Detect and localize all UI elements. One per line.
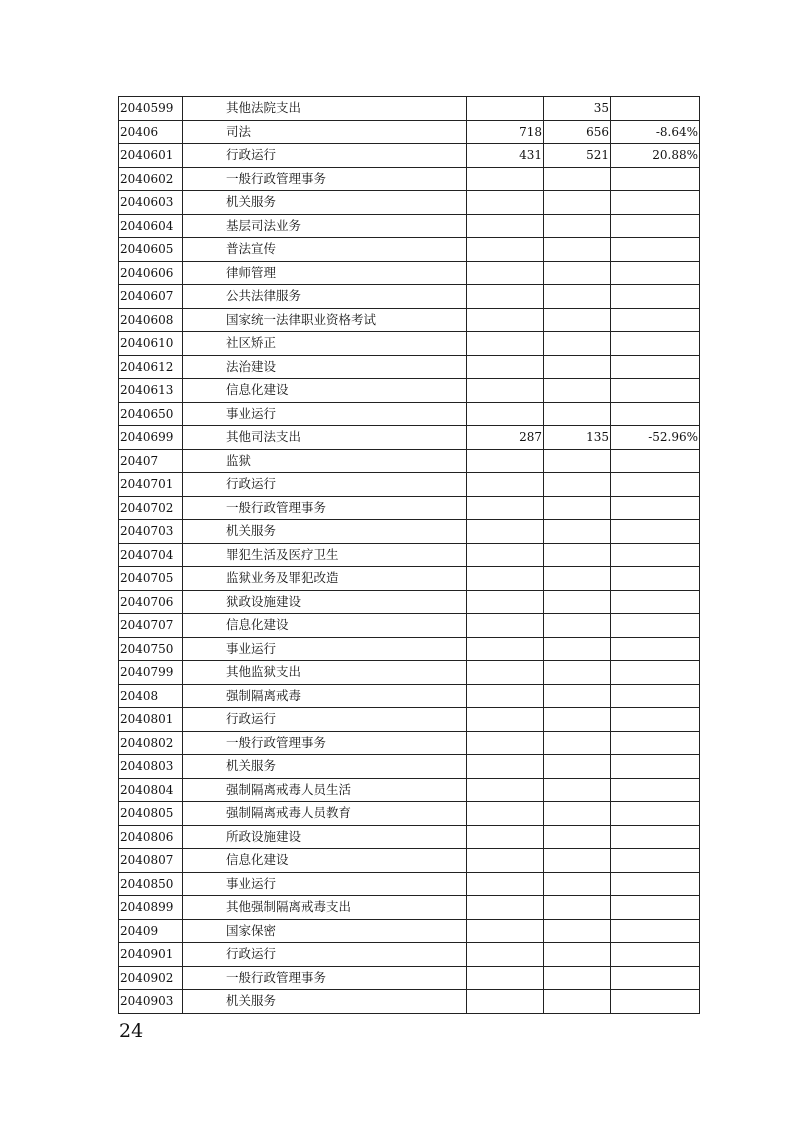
value-cell-2: [544, 990, 611, 1014]
code-cell: 2040903: [119, 990, 183, 1014]
name-cell: 行政运行: [183, 943, 467, 967]
value-cell-2: [544, 473, 611, 497]
name-cell: 司法: [183, 120, 467, 144]
table-row: [119, 191, 700, 215]
name-cell: 所政设施建设: [183, 825, 467, 849]
value-cell-1: 287: [467, 426, 544, 450]
code-cell: 2040799: [119, 661, 183, 685]
table-row: [119, 426, 700, 450]
value-cell-1: [467, 919, 544, 943]
code-cell: 2040805: [119, 802, 183, 826]
name-cell: 事业运行: [183, 872, 467, 896]
change-cell: [611, 261, 700, 285]
value-cell-2: [544, 355, 611, 379]
code-cell: 2040807: [119, 849, 183, 873]
name-cell: 信息化建设: [183, 849, 467, 873]
change-cell: [611, 238, 700, 262]
change-cell: [611, 590, 700, 614]
value-cell-1: [467, 778, 544, 802]
value-cell-1: [467, 355, 544, 379]
value-cell-2: [544, 661, 611, 685]
value-cell-2: [544, 943, 611, 967]
table-row: [119, 661, 700, 685]
value-cell-1: [467, 849, 544, 873]
value-cell-1: [467, 684, 544, 708]
change-cell: [611, 919, 700, 943]
name-cell: 信息化建设: [183, 379, 467, 403]
value-cell-2: [544, 167, 611, 191]
name-cell: 行政运行: [183, 708, 467, 732]
table-row: [119, 285, 700, 309]
code-cell: 2040707: [119, 614, 183, 638]
change-cell: [611, 214, 700, 238]
table-row: [119, 520, 700, 544]
code-cell: 2040702: [119, 496, 183, 520]
name-cell: 机关服务: [183, 990, 467, 1014]
value-cell-2: [544, 379, 611, 403]
name-cell: 其他强制隔离戒毒支出: [183, 896, 467, 920]
code-cell: 2040603: [119, 191, 183, 215]
code-cell: 2040901: [119, 943, 183, 967]
code-cell: 2040705: [119, 567, 183, 591]
value-cell-1: [467, 496, 544, 520]
code-cell: 2040803: [119, 755, 183, 779]
code-cell: 20408: [119, 684, 183, 708]
change-cell: [611, 332, 700, 356]
value-cell-1: [467, 473, 544, 497]
change-cell: [611, 872, 700, 896]
table-row: [119, 261, 700, 285]
change-cell: [611, 896, 700, 920]
change-cell: [611, 520, 700, 544]
name-cell: 基层司法业务: [183, 214, 467, 238]
table-row: [119, 144, 700, 168]
name-cell: 监狱: [183, 449, 467, 473]
code-cell: 2040701: [119, 473, 183, 497]
code-cell: 2040601: [119, 144, 183, 168]
change-cell: [611, 943, 700, 967]
code-cell: 2040613: [119, 379, 183, 403]
change-cell: -52.96%: [611, 426, 700, 450]
name-cell: 国家统一法律职业资格考试: [183, 308, 467, 332]
name-cell: 行政运行: [183, 473, 467, 497]
name-cell: 狱政设施建设: [183, 590, 467, 614]
code-cell: 2040612: [119, 355, 183, 379]
name-cell: 强制隔离戒毒: [183, 684, 467, 708]
value-cell-2: [544, 214, 611, 238]
value-cell-1: [467, 261, 544, 285]
table-row: [119, 402, 700, 426]
change-cell: [611, 402, 700, 426]
change-cell: [611, 543, 700, 567]
code-cell: 2040802: [119, 731, 183, 755]
change-cell: [611, 285, 700, 309]
change-cell: [611, 191, 700, 215]
code-cell: 2040610: [119, 332, 183, 356]
code-cell: 2040602: [119, 167, 183, 191]
value-cell-2: [544, 285, 611, 309]
name-cell: 监狱业务及罪犯改造: [183, 567, 467, 591]
value-cell-1: [467, 990, 544, 1014]
code-cell: 2040599: [119, 97, 183, 121]
value-cell-2: 656: [544, 120, 611, 144]
value-cell-1: [467, 97, 544, 121]
table-row: [119, 614, 700, 638]
code-cell: 2040699: [119, 426, 183, 450]
table-row: [119, 896, 700, 920]
change-cell: [611, 379, 700, 403]
change-cell: [611, 966, 700, 990]
code-cell: 2040605: [119, 238, 183, 262]
change-cell: [611, 778, 700, 802]
name-cell: 强制隔离戒毒人员生活: [183, 778, 467, 802]
name-cell: 公共法律服务: [183, 285, 467, 309]
table-row: [119, 238, 700, 262]
name-cell: 一般行政管理事务: [183, 496, 467, 520]
code-cell: 2040899: [119, 896, 183, 920]
value-cell-1: 718: [467, 120, 544, 144]
value-cell-2: [544, 637, 611, 661]
value-cell-2: [544, 449, 611, 473]
value-cell-2: [544, 590, 611, 614]
name-cell: 机关服务: [183, 520, 467, 544]
table-row: [119, 637, 700, 661]
table-row: [119, 308, 700, 332]
code-cell: 2040801: [119, 708, 183, 732]
change-cell: [611, 849, 700, 873]
name-cell: 其他法院支出: [183, 97, 467, 121]
change-cell: [611, 708, 700, 732]
name-cell: 罪犯生活及医疗卫生: [183, 543, 467, 567]
value-cell-1: [467, 755, 544, 779]
name-cell: 律师管理: [183, 261, 467, 285]
value-cell-2: [544, 966, 611, 990]
table-row: [119, 567, 700, 591]
value-cell-2: [544, 543, 611, 567]
code-cell: 2040608: [119, 308, 183, 332]
value-cell-1: [467, 214, 544, 238]
code-cell: 2040604: [119, 214, 183, 238]
table-row: [119, 802, 700, 826]
code-cell: 2040804: [119, 778, 183, 802]
value-cell-2: [544, 191, 611, 215]
value-cell-2: [544, 261, 611, 285]
code-cell: 2040703: [119, 520, 183, 544]
value-cell-1: [467, 238, 544, 262]
table-row: [119, 449, 700, 473]
table-row: [119, 755, 700, 779]
code-cell: 2040706: [119, 590, 183, 614]
change-cell: [611, 167, 700, 191]
value-cell-2: [544, 684, 611, 708]
code-cell: 2040902: [119, 966, 183, 990]
table-row: [119, 120, 700, 144]
change-cell: -8.64%: [611, 120, 700, 144]
table-row: [119, 825, 700, 849]
value-cell-1: 431: [467, 144, 544, 168]
code-cell: 2040850: [119, 872, 183, 896]
value-cell-2: [544, 567, 611, 591]
value-cell-2: [544, 308, 611, 332]
budget-table: [118, 96, 700, 1014]
table-row: [119, 849, 700, 873]
value-cell-2: 521: [544, 144, 611, 168]
table-row: [119, 708, 700, 732]
change-cell: [611, 567, 700, 591]
table-row: [119, 97, 700, 121]
value-cell-2: [544, 614, 611, 638]
value-cell-1: [467, 943, 544, 967]
value-cell-2: [544, 755, 611, 779]
value-cell-1: [467, 966, 544, 990]
table-row: [119, 473, 700, 497]
table-row: [119, 332, 700, 356]
table-row: [119, 214, 700, 238]
name-cell: 信息化建设: [183, 614, 467, 638]
value-cell-2: [544, 520, 611, 544]
name-cell: 一般行政管理事务: [183, 731, 467, 755]
name-cell: 法治建设: [183, 355, 467, 379]
change-cell: [611, 614, 700, 638]
code-cell: 2040806: [119, 825, 183, 849]
change-cell: 20.88%: [611, 144, 700, 168]
value-cell-2: [544, 778, 611, 802]
value-cell-2: [544, 896, 611, 920]
code-cell: 20406: [119, 120, 183, 144]
value-cell-2: [544, 825, 611, 849]
table-row: [119, 167, 700, 191]
value-cell-2: [544, 708, 611, 732]
code-cell: 20409: [119, 919, 183, 943]
value-cell-1: [467, 308, 544, 332]
value-cell-1: [467, 402, 544, 426]
table-row: [119, 919, 700, 943]
value-cell-1: [467, 731, 544, 755]
name-cell: 事业运行: [183, 637, 467, 661]
name-cell: 事业运行: [183, 402, 467, 426]
table-row: [119, 943, 700, 967]
value-cell-2: [544, 872, 611, 896]
table-row: [119, 590, 700, 614]
name-cell: 社区矫正: [183, 332, 467, 356]
table-row: [119, 872, 700, 896]
value-cell-1: [467, 802, 544, 826]
change-cell: [611, 802, 700, 826]
change-cell: [611, 449, 700, 473]
code-cell: 20407: [119, 449, 183, 473]
value-cell-1: [467, 285, 544, 309]
table-row: [119, 543, 700, 567]
value-cell-2: [544, 238, 611, 262]
change-cell: [611, 825, 700, 849]
change-cell: [611, 990, 700, 1014]
name-cell: 普法宣传: [183, 238, 467, 262]
name-cell: 机关服务: [183, 191, 467, 215]
table-row: [119, 379, 700, 403]
table-row: [119, 355, 700, 379]
name-cell: 一般行政管理事务: [183, 966, 467, 990]
name-cell: 行政运行: [183, 144, 467, 168]
value-cell-1: [467, 708, 544, 732]
value-cell-1: [467, 567, 544, 591]
code-cell: 2040607: [119, 285, 183, 309]
change-cell: [611, 684, 700, 708]
code-cell: 2040704: [119, 543, 183, 567]
name-cell: 国家保密: [183, 919, 467, 943]
change-cell: [611, 661, 700, 685]
value-cell-1: [467, 661, 544, 685]
value-cell-2: 35: [544, 97, 611, 121]
value-cell-1: [467, 379, 544, 403]
name-cell: 其他监狱支出: [183, 661, 467, 685]
value-cell-1: [467, 191, 544, 215]
name-cell: 一般行政管理事务: [183, 167, 467, 191]
value-cell-2: [544, 731, 611, 755]
value-cell-1: [467, 872, 544, 896]
value-cell-1: [467, 637, 544, 661]
value-cell-2: 135: [544, 426, 611, 450]
value-cell-2: [544, 849, 611, 873]
table-row: [119, 684, 700, 708]
value-cell-2: [544, 919, 611, 943]
change-cell: [611, 97, 700, 121]
table-row: [119, 731, 700, 755]
change-cell: [611, 355, 700, 379]
change-cell: [611, 308, 700, 332]
code-cell: 2040750: [119, 637, 183, 661]
value-cell-1: [467, 590, 544, 614]
code-cell: 2040606: [119, 261, 183, 285]
page-number: 24: [119, 1020, 144, 1042]
value-cell-1: [467, 825, 544, 849]
value-cell-1: [467, 449, 544, 473]
change-cell: [611, 637, 700, 661]
table-row: [119, 966, 700, 990]
name-cell: 强制隔离戒毒人员教育: [183, 802, 467, 826]
table-row: [119, 496, 700, 520]
change-cell: [611, 496, 700, 520]
name-cell: 其他司法支出: [183, 426, 467, 450]
value-cell-1: [467, 614, 544, 638]
table-body: [119, 97, 700, 1014]
code-cell: 2040650: [119, 402, 183, 426]
value-cell-1: [467, 896, 544, 920]
name-cell: 机关服务: [183, 755, 467, 779]
change-cell: [611, 755, 700, 779]
table-row: [119, 778, 700, 802]
value-cell-2: [544, 496, 611, 520]
value-cell-1: [467, 332, 544, 356]
value-cell-2: [544, 802, 611, 826]
value-cell-1: [467, 167, 544, 191]
value-cell-2: [544, 402, 611, 426]
value-cell-1: [467, 543, 544, 567]
change-cell: [611, 473, 700, 497]
value-cell-1: [467, 520, 544, 544]
change-cell: [611, 731, 700, 755]
value-cell-2: [544, 332, 611, 356]
table-row: [119, 990, 700, 1014]
